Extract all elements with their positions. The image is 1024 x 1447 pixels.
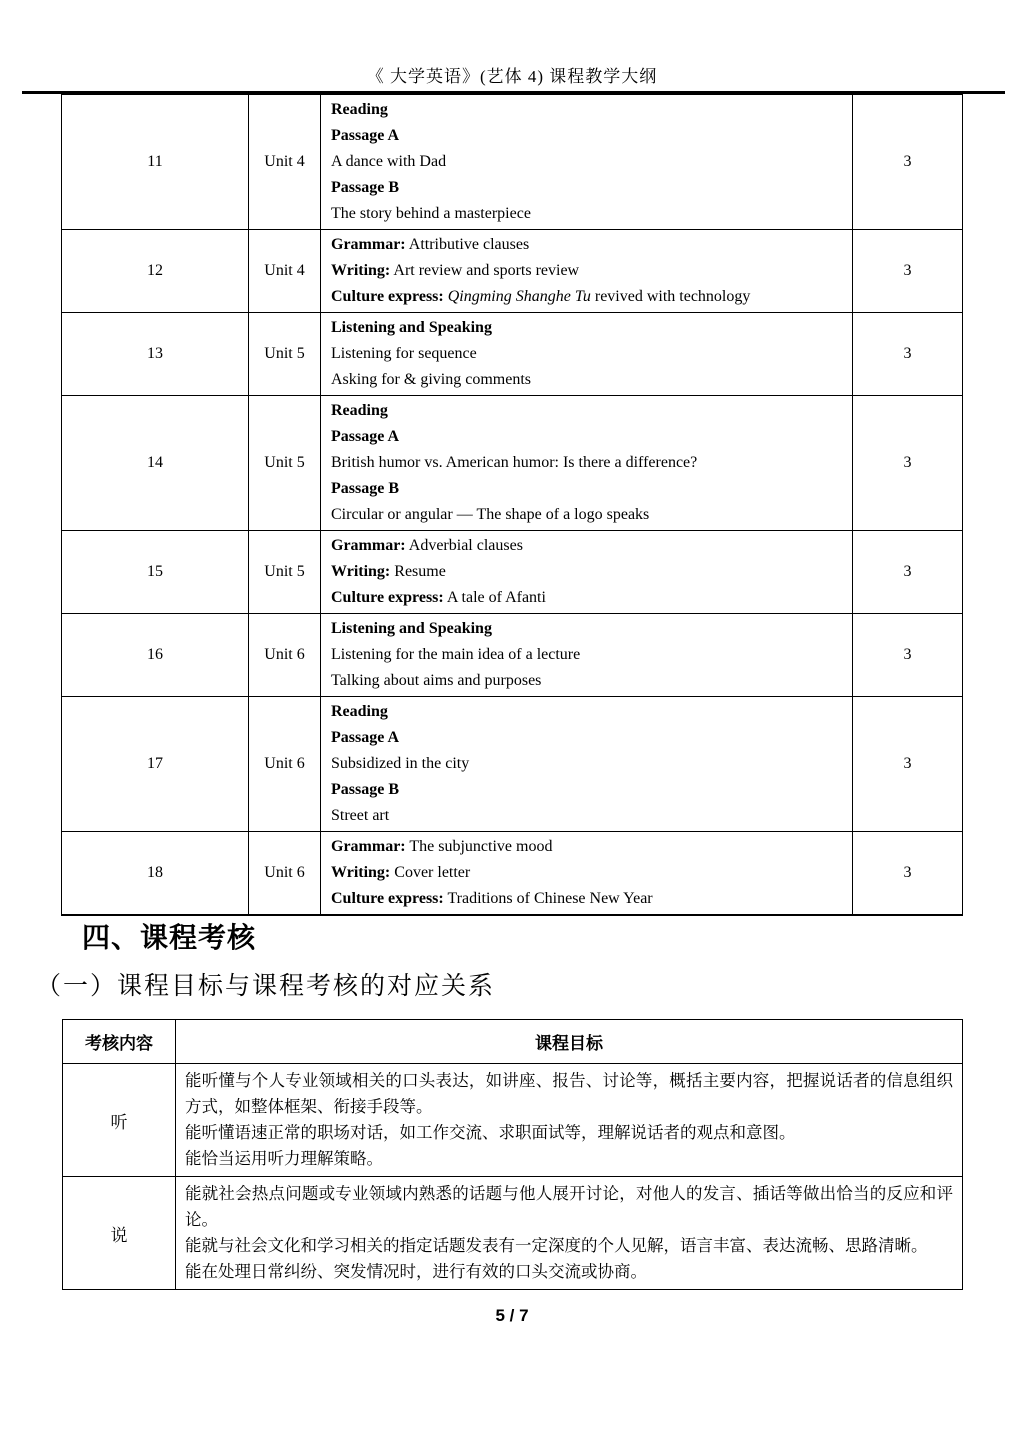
content-segment: The story behind a masterpiece — [331, 205, 531, 222]
week-number-cell: 15 — [62, 531, 249, 614]
content-line — [331, 699, 842, 725]
assessment-skill-cell: 听 — [63, 1064, 176, 1177]
week-number-cell: 13 — [62, 313, 249, 396]
content-segment: The subjunctive mood — [405, 838, 553, 855]
unit-cell: Unit 4 — [249, 230, 321, 313]
content-cell — [321, 832, 853, 916]
content-segment: Passage A — [331, 428, 399, 445]
week-number-cell: 18 — [62, 832, 249, 916]
goal-paragraph: 能听懂与个人专业领域相关的口头表达，如讲座、报告、讨论等，概括主要内容，把握说话者的信息组织方式，如整体框架、衔接手段等。 — [185, 1071, 953, 1116]
content-line — [331, 502, 842, 528]
page-number: 5 / 7 — [495, 1306, 529, 1325]
unit-cell: Unit 5 — [249, 531, 321, 614]
content-segment: Culture express: — [331, 288, 444, 305]
week-number-cell: 17 — [62, 697, 249, 832]
week-number-cell: 14 — [62, 396, 249, 531]
content-line — [331, 315, 842, 341]
content-line — [331, 803, 842, 829]
section-heading-course-assessment: 四、课程考核 — [82, 922, 257, 953]
assessment-goals-cell — [176, 1177, 963, 1290]
content-cell — [321, 396, 853, 531]
goal-paragraph: 能就与社会文化和学习相关的指定话题发表有一定深度的个人见解，语言丰富、表达流畅、思路清晰。 — [185, 1236, 928, 1255]
subsection-heading-objective-mapping: （一）课程目标与课程考核的对应关系 — [36, 973, 496, 1000]
content-line — [331, 476, 842, 502]
assessment-goals-cell — [176, 1064, 963, 1177]
content-segment: Art review and sports review — [390, 262, 580, 279]
assessment-header-goal: 课程目标 — [176, 1020, 963, 1064]
assessment-row — [63, 1177, 963, 1290]
content-segment: Talking about aims and purposes — [331, 672, 542, 689]
content-line — [331, 123, 842, 149]
assessment-header-content: 考核内容 — [63, 1020, 176, 1064]
content-segment: Grammar: — [331, 236, 406, 253]
content-line — [331, 367, 842, 393]
document-header-title: 《 大学英语》(艺体 4) 课程教学大纲 — [366, 67, 658, 86]
goal-paragraph: 能恰当运用听力理解策略。 — [185, 1149, 383, 1168]
content-segment: British humor vs. American humor: Is there a difference? — [331, 454, 698, 471]
assessment-skill-cell: 说 — [63, 1177, 176, 1290]
unit-cell: Unit 5 — [249, 313, 321, 396]
content-segment: Traditions of Chinese New Year — [443, 890, 653, 907]
content-segment: Reading — [331, 703, 388, 720]
content-segment: Resume — [390, 563, 446, 580]
schedule-row — [62, 95, 963, 230]
schedule-row — [62, 396, 963, 531]
week-number-cell: 11 — [62, 95, 249, 230]
hours-cell: 3 — [853, 313, 963, 396]
content-line — [331, 533, 842, 559]
content-cell — [321, 531, 853, 614]
content-segment: revived with technology — [590, 288, 751, 305]
content-segment: Reading — [331, 101, 388, 118]
hours-cell: 3 — [853, 832, 963, 916]
content-segment: Adverbial clauses — [405, 537, 523, 554]
content-segment: Grammar: — [331, 537, 406, 554]
content-line — [331, 834, 842, 860]
assessment-header-row — [63, 1020, 963, 1064]
goal-paragraph: 能就社会热点问题或专业领域内熟悉的话题与他人展开讨论，对他人的发言、插话等做出恰当的反应和评论。 — [185, 1184, 953, 1229]
week-number-cell: 12 — [62, 230, 249, 313]
content-line — [331, 232, 842, 258]
unit-cell: Unit 4 — [249, 95, 321, 230]
assessment-mapping-table — [62, 1019, 963, 1290]
content-line — [331, 258, 842, 284]
schedule-row — [62, 697, 963, 832]
schedule-row — [62, 230, 963, 313]
content-line — [331, 398, 842, 424]
content-segment: Listening for sequence — [331, 345, 477, 362]
content-segment: Culture express: — [331, 589, 444, 606]
content-line — [331, 585, 842, 611]
unit-cell: Unit 5 — [249, 396, 321, 531]
content-line — [331, 559, 842, 585]
content-line — [331, 616, 842, 642]
content-segment: Listening and Speaking — [331, 319, 492, 336]
hours-cell: 3 — [853, 697, 963, 832]
unit-cell: Unit 6 — [249, 832, 321, 916]
hours-cell: 3 — [853, 95, 963, 230]
content-segment: Attributive clauses — [405, 236, 530, 253]
content-cell — [321, 697, 853, 832]
content-segment: Listening and Speaking — [331, 620, 492, 637]
content-segment: Writing: — [331, 864, 391, 881]
content-segment: Writing: — [331, 563, 391, 580]
content-line — [331, 149, 842, 175]
content-segment: Cover letter — [390, 864, 471, 881]
content-line — [331, 777, 842, 803]
week-number-cell: 16 — [62, 614, 249, 697]
goal-paragraph: 能在处理日常纠纷、突发情况时，进行有效的口头交流或协商。 — [185, 1262, 647, 1281]
content-line — [331, 175, 842, 201]
hours-cell: 3 — [853, 230, 963, 313]
content-segment: Circular or angular — The shape of a logo speaks — [331, 506, 650, 523]
schedule-row — [62, 832, 963, 916]
content-line — [331, 668, 842, 694]
unit-cell: Unit 6 — [249, 614, 321, 697]
content-segment: Listening for the main idea of a lecture — [331, 646, 581, 663]
unit-cell: Unit 6 — [249, 697, 321, 832]
content-line — [331, 450, 842, 476]
content-line — [331, 886, 842, 912]
content-segment: A dance with Dad — [331, 153, 447, 170]
content-cell — [321, 95, 853, 230]
content-line — [331, 341, 842, 367]
content-line — [331, 860, 842, 886]
content-segment: Subsidized in the city — [331, 755, 470, 772]
content-segment: Street art — [331, 807, 390, 824]
goal-paragraph: 能听懂语速正常的职场对话，如工作交流、求职面试等，理解说话者的观点和意图。 — [185, 1123, 796, 1142]
content-segment: Writing: — [331, 262, 391, 279]
content-segment: Passage A — [331, 729, 399, 746]
content-segment: Reading — [331, 402, 388, 419]
hours-cell: 3 — [853, 531, 963, 614]
hours-cell: 3 — [853, 396, 963, 531]
content-line — [331, 725, 842, 751]
content-line — [331, 642, 842, 668]
content-line — [331, 97, 842, 123]
content-segment: Grammar: — [331, 838, 406, 855]
content-segment: Passage B — [331, 179, 399, 196]
content-segment: A tale of Afanti — [443, 589, 546, 606]
content-segment: Culture express: — [331, 890, 444, 907]
content-line — [331, 751, 842, 777]
hours-cell: 3 — [853, 614, 963, 697]
content-cell — [321, 614, 853, 697]
teaching-schedule-table — [61, 94, 963, 916]
content-segment: Passage A — [331, 127, 399, 144]
schedule-row — [62, 531, 963, 614]
schedule-row — [62, 614, 963, 697]
content-segment: Asking for & giving comments — [331, 371, 531, 388]
schedule-row — [62, 313, 963, 396]
content-line — [331, 201, 842, 227]
content-segment: Qingming Shanghe Tu — [447, 288, 591, 305]
assessment-row — [63, 1064, 963, 1177]
content-line — [331, 284, 842, 310]
content-cell — [321, 230, 853, 313]
content-line — [331, 424, 842, 450]
content-cell — [321, 313, 853, 396]
content-segment: Passage B — [331, 781, 399, 798]
content-segment: Passage B — [331, 480, 399, 497]
